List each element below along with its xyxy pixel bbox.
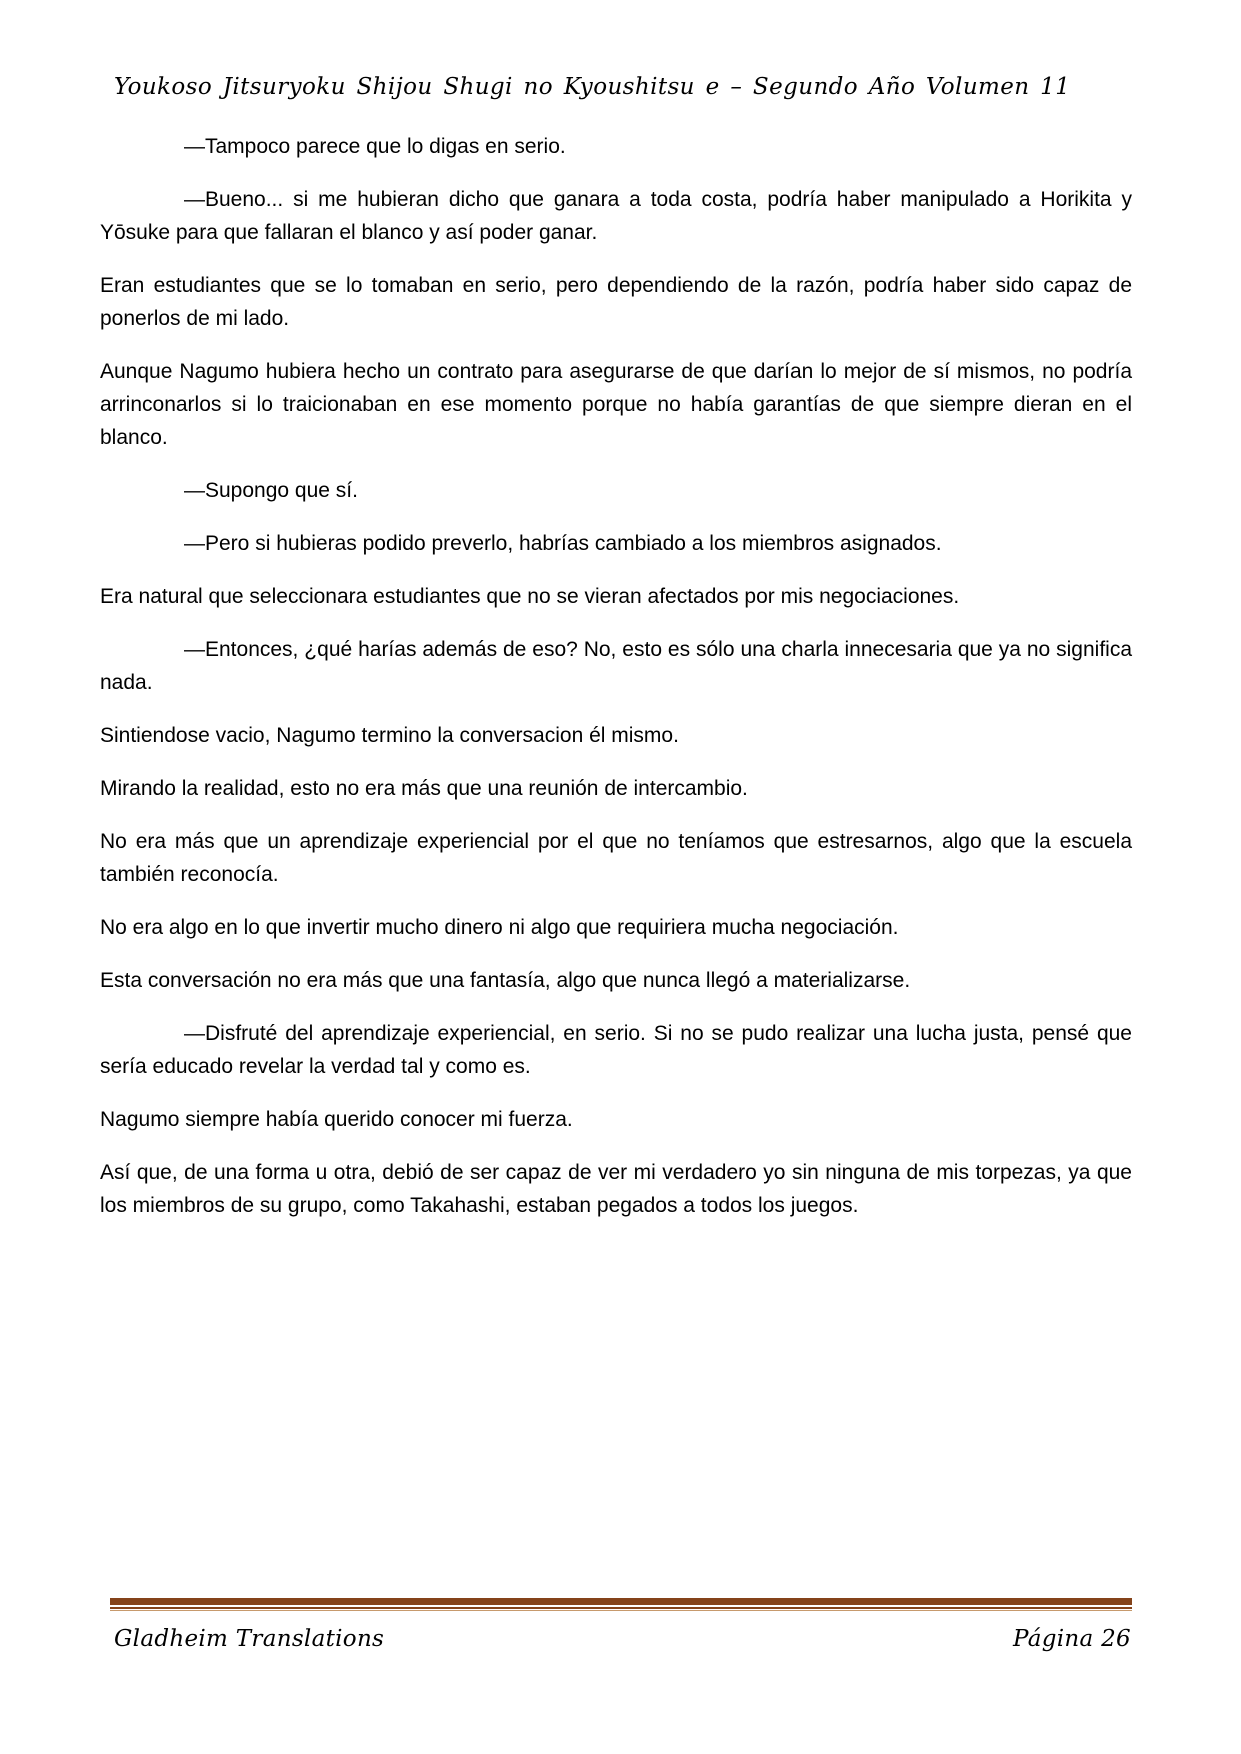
paragraph: —Tampoco parece que lo digas en serio. [184, 135, 566, 158]
paragraph: Aunque Nagumo hubiera hecho un contrato para asegurarse de que darían lo mejor de sí mismos, no podría arrinconarlos si lo traicionaban en ese momento porque no había garantías de que siempre dieran en el blanco. [100, 360, 1132, 449]
paragraph: Así que, de una forma u otra, debió de ser capaz de ver mi verdadero yo sin ninguna de mis torpezas, ya que los miembros de su grupo, como Takahashi, estaban pegados a todos los juegos. [100, 1161, 1132, 1217]
paragraph: —Bueno... si me hubieran dicho que ganara a toda costa, podría haber manipulado a Horikita y Yōsuke para que fallaran el blanco y así poder ganar. [100, 188, 1132, 244]
paragraph: Nagumo siempre había querido conocer mi fuerza. [100, 1108, 573, 1131]
paragraph: —Entonces, ¿qué harías además de eso? No, esto es sólo una charla innecesaria que ya no significa nada. [100, 638, 1132, 694]
footer-divider-thick-line [110, 1598, 1132, 1605]
paragraph: —Supongo que sí. [184, 479, 358, 502]
paragraph: Esta conversación no era más que una fantasía, algo que nunca llegó a materializarse. [100, 969, 911, 992]
paragraph: —Pero si hubieras podido preverlo, habrías cambiado a los miembros asignados. [184, 532, 942, 555]
paragraph: No era más que un aprendizaje experiencial por el que no teníamos que estresarnos, algo que la escuela también reconocía. [100, 830, 1132, 886]
paragraph: Era natural que seleccionara estudiantes que no se vieran afectados por mis negociaciones. [100, 585, 960, 608]
footer-brand: Gladheim Translations [114, 1626, 385, 1652]
paragraph: Mirando la realidad, esto no era más que una reunión de intercambio. [100, 777, 748, 800]
paragraph: —Disfruté del aprendizaje experiencial, en serio. Si no se pudo realizar una lucha justa, pensé que sería educado revelar la verdad tal y como es. [100, 1022, 1132, 1078]
footer-divider [110, 1598, 1132, 1611]
page-content [100, 130, 1132, 1242]
paragraph: Sintiendose vacio, Nagumo termino la conversacion él mismo. [100, 724, 679, 747]
page-footer [114, 1626, 1131, 1652]
page-header [114, 74, 1136, 100]
header-title: Youkoso Jitsuryoku Shijou Shugi no Kyoushitsu e – Segundo Año Volumen 11 [114, 74, 1071, 100]
paragraph: No era algo en lo que invertir mucho dinero ni algo que requiriera mucha negociación. [100, 916, 899, 939]
paragraph: Eran estudiantes que se lo tomaban en serio, pero dependiendo de la razón, podría haber sido capaz de ponerlos de mi lado. [100, 274, 1132, 330]
footer-divider-thin-line [110, 1607, 1132, 1609]
footer-page-number: Página 26 [1012, 1626, 1131, 1652]
footer-divider-light-line [110, 1610, 1132, 1611]
